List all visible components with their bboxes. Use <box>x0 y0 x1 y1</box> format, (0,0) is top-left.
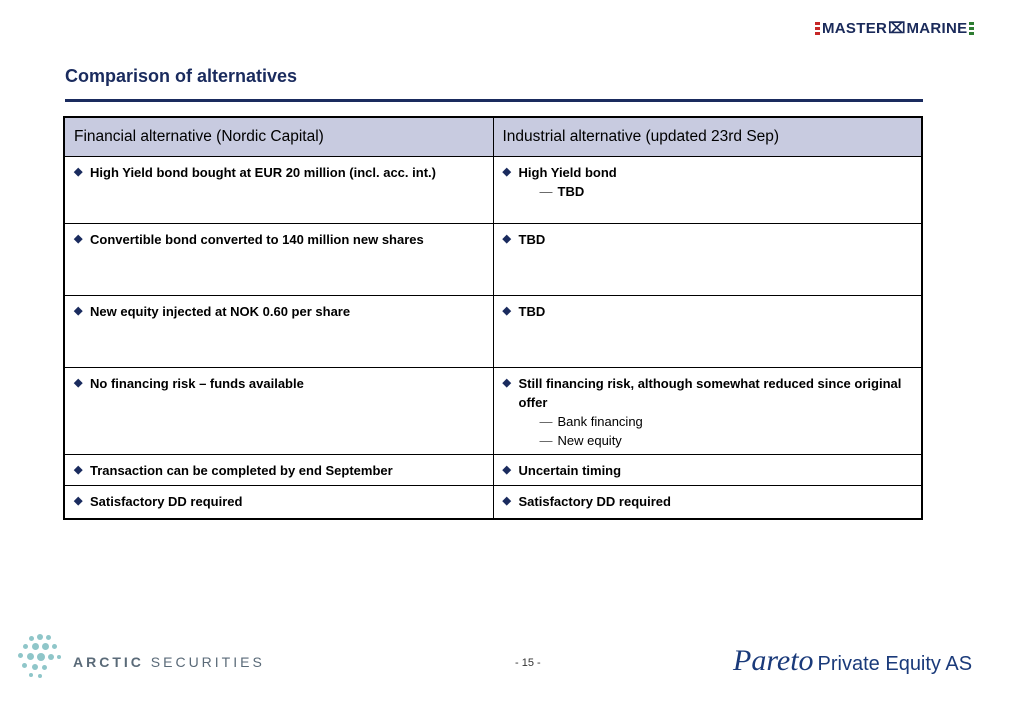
sub-item-text: New equity <box>557 433 622 448</box>
logo-bars-left <box>815 22 820 35</box>
sub-item-text: TBD <box>557 184 585 199</box>
table-cell <box>64 486 493 519</box>
page-title: Comparison of alternatives <box>65 66 298 86</box>
diamond-bullet-icon: ◆ <box>74 377 83 389</box>
arctic-bold-text: ARCTIC <box>73 654 144 670</box>
cell-text: Satisfactory DD required <box>518 494 671 509</box>
diamond-bullet-icon: ◆ <box>502 464 511 476</box>
diamond-bullet-icon: ◆ <box>74 233 83 245</box>
sub-item-text: Bank financing <box>557 414 643 429</box>
table-cell <box>493 224 922 296</box>
diamond-bullet-icon: ◆ <box>502 305 511 317</box>
diamond-bullet-icon: ◆ <box>74 305 83 317</box>
cell-text: Convertible bond converted to 140 million new shares <box>90 232 424 247</box>
logo-cross-icon: ⌧ <box>888 20 906 37</box>
diamond-bullet-icon: ◆ <box>74 166 83 178</box>
table-row <box>64 455 922 486</box>
cell-text: TBD <box>518 304 546 319</box>
page-number: - 15 - <box>515 657 541 669</box>
table-header-row <box>64 117 922 157</box>
table-row <box>64 157 922 224</box>
cell-text: Uncertain timing <box>518 463 622 478</box>
diamond-bullet-icon: ◆ <box>502 233 511 245</box>
diamond-bullet-icon: ◆ <box>502 377 511 389</box>
cell-text: Transaction can be completed by end September <box>90 463 393 478</box>
diamond-bullet-icon: ◆ <box>74 495 83 507</box>
column-header-financial: Financial alternative (Nordic Capital) <box>64 117 493 157</box>
table-row <box>64 224 922 296</box>
arctic-light-text: SECURITIES <box>150 654 265 670</box>
diamond-bullet-icon: ◆ <box>502 495 511 507</box>
table-cell <box>64 224 493 296</box>
table-row <box>64 486 922 519</box>
dash-bullet-icon: — <box>539 414 553 429</box>
table-row <box>64 296 922 368</box>
table-cell <box>493 296 922 368</box>
title-divider <box>65 99 923 102</box>
dash-bullet-icon: — <box>539 433 553 448</box>
table-row <box>64 368 922 455</box>
cell-text: No financing risk – funds available <box>90 376 304 391</box>
arctic-wordmark <box>73 654 265 670</box>
table-cell <box>493 157 922 224</box>
cell-text: Still financing risk, although somewhat reduced since original offer <box>518 376 902 410</box>
cell-text: High Yield bond <box>518 165 617 180</box>
mastermarine-logo <box>815 18 997 38</box>
table-cell <box>64 157 493 224</box>
cell-text: TBD <box>518 232 546 247</box>
cell-text: Satisfactory DD required <box>90 494 243 509</box>
logo-bars-right <box>969 22 974 35</box>
diamond-bullet-icon: ◆ <box>502 166 511 178</box>
diamond-bullet-icon: ◆ <box>74 464 83 476</box>
pareto-main-text: Pareto <box>733 644 814 677</box>
table-cell <box>493 368 922 455</box>
table-cell <box>64 296 493 368</box>
cell-text: New equity injected at NOK 0.60 per share <box>90 304 351 319</box>
cell-text: High Yield bond bought at EUR 20 million (incl. acc. int.) <box>90 165 436 180</box>
pareto-sub-text: Private Equity AS <box>817 653 973 675</box>
column-header-industrial: Industrial alternative (updated 23rd Sep) <box>493 117 922 157</box>
arctic-securities-logo <box>15 630 265 680</box>
logo-text-marine: MARINE <box>906 19 968 37</box>
table-cell <box>64 455 493 486</box>
table-cell <box>493 486 922 519</box>
dash-bullet-icon: — <box>539 184 553 199</box>
pareto-logo <box>733 644 972 678</box>
comparison-table <box>63 116 923 520</box>
table-cell <box>64 368 493 455</box>
table-cell <box>493 455 922 486</box>
logo-text-master: MASTER <box>822 19 888 37</box>
